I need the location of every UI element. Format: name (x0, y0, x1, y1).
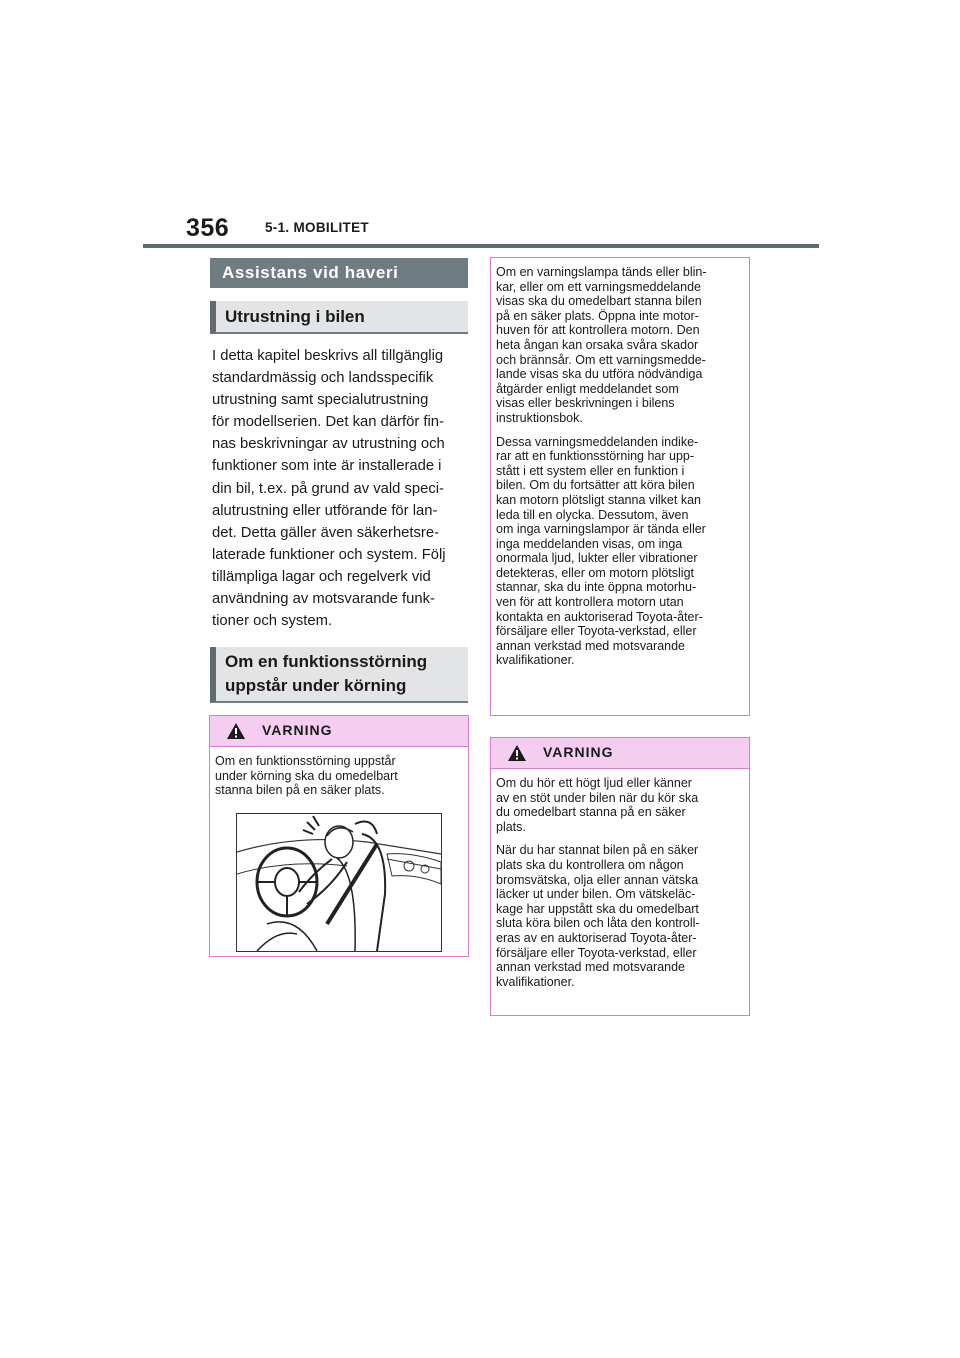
warning-line: kage har uppstått ska du omedelbart (496, 901, 699, 916)
body-line: laterade funktioner och system. Följ (212, 546, 446, 563)
body-line: det. Detta gäller även säkerhetsre- (212, 524, 440, 541)
info-line: annan verkstad med motsvarande (496, 638, 685, 653)
body-line: användning av motsvarande funk- (212, 591, 435, 608)
warning-box-driving (209, 715, 469, 957)
warning-line: under körning ska du omedelbart (215, 768, 398, 783)
warning-header (210, 716, 468, 747)
body-line: standardmässig och landsspecifik (212, 370, 434, 387)
info-line: om inga varningslampor är tända eller (496, 522, 706, 537)
info-line: bilen. Om du fortsätter att köra bilen (496, 478, 695, 493)
info-line: kan motorn plötsligt stanna vilket kan (496, 492, 701, 507)
section-label: 5-1. MOBILITET (265, 220, 369, 235)
info-paragraph (496, 265, 749, 426)
warning-triangle-icon (507, 744, 527, 762)
body-line: för modellserien. Det kan därför fin- (212, 414, 444, 431)
warning-box-impact (490, 737, 750, 1016)
subheading-funktionsstorning (210, 647, 468, 703)
body-line: din bil, t.ex. på grund av vald speci- (212, 480, 444, 497)
info-line: onormala ljud, lukter eller vibrationer (496, 551, 698, 566)
warning-line: kvalifikationer. (496, 974, 575, 989)
body-line: I detta kapitel beskrivs all tillgänglig (212, 348, 444, 364)
info-line: på en säker plats. Öppna inte motor- (496, 308, 699, 323)
warning-line: plats ska du kontrollera om någon (496, 857, 684, 872)
info-line: heta ångan kan orsaka svåra skador (496, 337, 699, 352)
warning-line: eras av en auktoriserad Toyota-åter- (496, 930, 697, 945)
info-line: visas ska du omedelbart stanna bilen (496, 294, 702, 309)
driver-illustration (236, 813, 442, 952)
info-line: visas eller beskrivningen i bilens (496, 396, 675, 411)
body-line: utrustning samt specialutrustning (212, 392, 429, 409)
warning-line: plats. (496, 819, 526, 834)
warning-line: annan verkstad med motsvarande (496, 960, 685, 975)
info-line: åtgärder enligt meddelandet som (496, 381, 679, 396)
body-line: alutrustning eller utförande för lan- (212, 502, 438, 519)
body-line: tillämpliga lagar och regelverk vid (212, 568, 431, 585)
warning-header (491, 738, 749, 769)
subheading-line: Om en funktionsstörning (225, 652, 428, 671)
info-line: och brännsår. Om ett varningsmedde- (496, 352, 706, 367)
info-line: leda till en olycka. Dessutom, även (496, 507, 689, 522)
warning-line: av en stöt under bilen när du kör ska (496, 790, 699, 805)
body-line: tioner och system. (212, 613, 333, 630)
body-text (212, 345, 468, 632)
info-line: Om en varningslampa tänds eller blin- (496, 265, 707, 279)
body-line: nas beskrivningar av utrustning och (212, 436, 445, 453)
info-line: ven för att kontrollera motorn utan (496, 595, 684, 610)
warning-text (210, 747, 468, 798)
warning-line: sluta köra bilen och låta den kontroll- (496, 916, 700, 931)
warning-text (491, 769, 749, 989)
info-line: försäljare eller Toyota-verkstad, eller (496, 624, 697, 639)
info-line: detekteras, eller om motorn plötsligt (496, 565, 695, 580)
info-line: huven för att kontrollera motorn. Den (496, 323, 700, 338)
warning-triangle-icon (226, 722, 246, 740)
warning-paragraph (496, 776, 749, 834)
warning-line: du omedelbart stanna på en säker (496, 805, 686, 820)
subheading-line: uppstår under körning (225, 676, 407, 695)
header-rule (143, 244, 819, 248)
warning-line: När du har stannat bilen på en säker (496, 843, 699, 858)
info-line: stått i ett system eller en funktion i (496, 463, 685, 478)
info-box-warning-lamps (490, 257, 750, 716)
info-line: kar, eller om ett varningsmeddelande (496, 279, 701, 294)
info-line: inga meddelanden visas, om inga (496, 536, 683, 551)
warning-line: läcker ut under bilen. Om vätskeläc- (496, 887, 696, 902)
info-line: rar att en funktionsstörning har upp- (496, 449, 695, 464)
info-line: Dessa varningsmeddelanden indike- (496, 434, 699, 449)
warning-line: stanna bilen på en säker plats. (215, 783, 385, 798)
info-line: stannar, ska du inte öppna motorhu- (496, 580, 697, 595)
warning-paragraph (496, 843, 749, 989)
info-line: kvalifikationer. (496, 653, 575, 668)
body-line: funktioner som inte är installerade i (212, 458, 442, 475)
page-title: Assistans vid haveri (210, 258, 468, 288)
warning-title: VARNING (543, 744, 614, 760)
info-line: kontakta en auktoriserad Toyota-åter- (496, 609, 703, 624)
warning-line: bromsvätska, olja eller annan vätska (496, 872, 699, 887)
subheading-utrustning: Utrustning i bilen (210, 301, 468, 334)
warning-line: Om du hör ett högt ljud eller känner (496, 776, 692, 790)
info-line: instruktionsbok. (496, 410, 583, 425)
page-number: 356 (186, 214, 230, 242)
warning-title: VARNING (262, 722, 333, 738)
info-line: lande visas ska du utföra nödvändiga (496, 367, 703, 382)
warning-line: försäljare eller Toyota-verkstad, eller (496, 945, 697, 960)
info-paragraph (496, 435, 749, 669)
warning-line: Om en funktionsstörning uppstår (215, 754, 396, 768)
